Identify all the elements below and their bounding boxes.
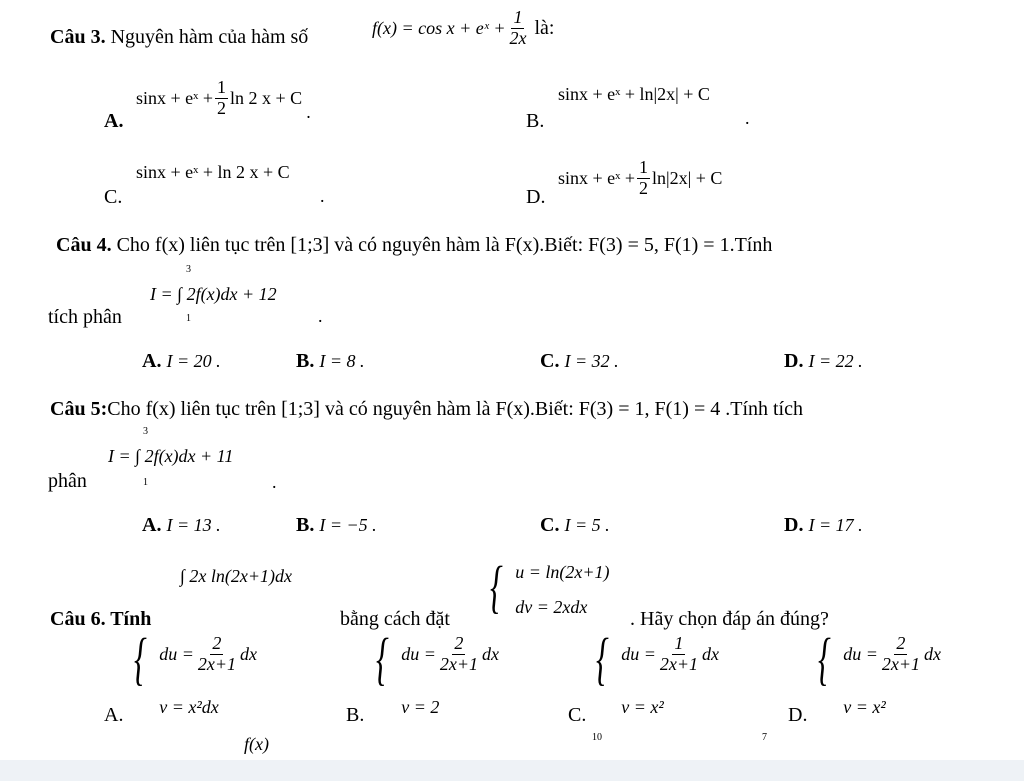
q5-a-val: I = 13 . xyxy=(166,515,221,535)
q6-sub-u: u = ln(2x+1) xyxy=(515,562,610,582)
q3-c-label: C. xyxy=(104,186,123,208)
q6-a-den: 2x+1 xyxy=(197,653,236,674)
q4-upper-limit: 3 xyxy=(186,264,191,275)
q4-d-label: D. xyxy=(784,350,804,372)
q3-a-expr xyxy=(136,77,311,122)
q3-a-post: ln 2 x + C xyxy=(230,87,303,108)
q3-function xyxy=(372,8,554,49)
q6-sub-dv: dv = 2xdx xyxy=(515,597,588,617)
q4-option-a xyxy=(142,350,221,373)
q3-d-pre: sinx + eˣ + xyxy=(558,167,636,188)
q6-integral: ∫ 2x ln(2x+1)dx xyxy=(180,566,293,586)
q6-mid: bằng cách đặt xyxy=(340,608,450,630)
q5-dot: . xyxy=(272,472,277,492)
q3-d-num: 1 xyxy=(639,157,649,177)
q4-b-val: I = 8 . xyxy=(319,351,365,371)
q3-prompt: Nguyên hàm của hàm số xyxy=(110,26,309,48)
q6-d-du: du = xyxy=(843,643,878,664)
q4-text2: tích phân xyxy=(48,306,122,328)
q6-d-num: 2 xyxy=(896,633,906,653)
q6-b-den: 2x+1 xyxy=(439,653,478,674)
q3-d-den: 2 xyxy=(639,177,649,198)
bottom-bar xyxy=(0,760,1024,781)
q4-lower-limit: 1 xyxy=(186,313,191,324)
q4-label: Câu 4. xyxy=(56,234,112,256)
q5-a-label: A. xyxy=(142,514,162,536)
q5-upper-limit: 3 xyxy=(143,426,148,437)
q6-b-dx: dx xyxy=(482,643,499,664)
q3-a-fraction xyxy=(215,78,228,119)
q4-b-label: B. xyxy=(296,350,315,372)
q3-b-expr: sinx + eˣ + ln|2x| + C xyxy=(558,84,710,104)
q3-d-fraction xyxy=(637,158,650,199)
q4-dot: . xyxy=(318,306,323,326)
q6-label: Câu 6. Tính xyxy=(50,608,152,630)
q3-func-text: f(x) = cos x + eˣ + xyxy=(372,17,506,38)
q5-option-c xyxy=(540,514,610,537)
q6-a-du: du = xyxy=(159,643,194,664)
q3-d-label: D. xyxy=(526,186,546,208)
q5-c-label: C. xyxy=(540,514,560,536)
q6-a-dx: dx xyxy=(240,643,257,664)
q5-stem xyxy=(50,398,803,421)
q6-b-v: v = 2 xyxy=(401,697,440,717)
q6-b-num: 2 xyxy=(454,633,464,653)
q3-stem xyxy=(50,26,308,49)
q3-func-num: 1 xyxy=(513,7,523,27)
q6-substitution xyxy=(490,554,610,619)
q6-c-dx: dx xyxy=(702,643,719,664)
q4-text1: Cho f(x) liên tục trên [1;3] và có nguyên hàm là F(x).Biết: F(3) = 5, F(1) = 1.Tính xyxy=(116,234,773,256)
q6-a-num: 2 xyxy=(212,633,222,653)
q3-a-num: 1 xyxy=(217,77,227,97)
q5-label: Câu 5: xyxy=(50,398,108,420)
q3-func-fraction xyxy=(507,8,528,49)
q4-option-c xyxy=(540,350,619,373)
q6-b-label: B. xyxy=(346,704,365,726)
q6-d-dx: dx xyxy=(924,643,941,664)
q5-c-val: I = 5 . xyxy=(564,515,610,535)
q5-text2: phân xyxy=(48,470,87,492)
q4-a-val: I = 20 . xyxy=(166,351,221,371)
q3-c-expr: sinx + eˣ + ln 2 x + C xyxy=(136,162,290,182)
q5-option-a xyxy=(142,514,221,537)
q4-d-val: I = 22 . xyxy=(808,351,863,371)
q5-option-d xyxy=(784,514,863,537)
q3-suffix: là: xyxy=(534,16,555,39)
q3-func-den: 2x xyxy=(509,27,527,48)
q6-option-c xyxy=(596,626,719,718)
q3-d-expr xyxy=(558,158,722,199)
q6-a-fraction xyxy=(196,634,238,675)
q4-option-d xyxy=(784,350,863,373)
q6-d-den: 2x+1 xyxy=(881,653,920,674)
q3-b-label: B. xyxy=(526,110,545,132)
q6-b-fraction xyxy=(438,634,480,675)
q3-a-pre: sinx + eˣ + xyxy=(136,87,214,108)
q6-c-label: C. xyxy=(568,704,587,726)
brace-icon: { xyxy=(596,626,609,691)
next-question-fx: f(x) xyxy=(244,734,269,754)
q6-option-a xyxy=(134,626,257,718)
q6-c-v: v = x² xyxy=(621,697,664,717)
q3-d-post: ln|2x| + C xyxy=(652,167,723,188)
q5-text1: Cho f(x) liên tục trên [1;3] và có nguyên hàm là F(x).Biết: F(3) = 1, F(1) = 4 .Tính tích xyxy=(107,398,803,420)
q5-b-val: I = −5 . xyxy=(319,515,377,535)
q6-d-label: D. xyxy=(788,704,808,726)
q6-d-fraction xyxy=(880,634,922,675)
q6-c-fraction xyxy=(658,634,700,675)
q3-a-den: 2 xyxy=(217,97,227,118)
q6-a-v: v = x²dx xyxy=(159,697,219,717)
brace-icon: { xyxy=(490,554,503,619)
q3-b-dot: . xyxy=(745,108,750,128)
q6-b-du: du = xyxy=(401,643,436,664)
q4-c-label: C. xyxy=(540,350,560,372)
q4-c-val: I = 32 . xyxy=(564,351,619,371)
q6-d-v: v = x² xyxy=(843,697,886,717)
brace-icon: { xyxy=(134,626,147,691)
next-question-limit-1: 10 xyxy=(592,732,602,743)
next-question-limit-2: 7 xyxy=(762,732,767,743)
q4-option-b xyxy=(296,350,364,373)
q5-option-b xyxy=(296,514,377,537)
brace-icon: { xyxy=(818,626,831,691)
q3-label: Câu 3. xyxy=(50,26,106,48)
q6-tail: . Hãy chọn đáp án đúng? xyxy=(630,608,829,630)
q4-a-label: A. xyxy=(142,350,162,372)
q5-integral: I = ∫ 2f(x)dx + 11 xyxy=(108,446,234,466)
q3-c-dot: . xyxy=(320,186,325,206)
q4-stem xyxy=(56,234,772,257)
q5-d-val: I = 17 . xyxy=(808,515,863,535)
q6-option-b xyxy=(376,626,499,718)
q6-c-du: du = xyxy=(621,643,656,664)
q4-integral: I = ∫ 2f(x)dx + 12 xyxy=(150,284,277,304)
q6-c-den: 2x+1 xyxy=(659,653,698,674)
q3-a-dot: . xyxy=(306,101,311,122)
q5-b-label: B. xyxy=(296,514,315,536)
q5-d-label: D. xyxy=(784,514,804,536)
q5-lower-limit: 1 xyxy=(143,477,148,488)
q6-a-label: A. xyxy=(104,704,124,726)
q3-a-label: A. xyxy=(104,110,124,132)
q6-c-num: 1 xyxy=(674,633,684,653)
brace-icon: { xyxy=(376,626,389,691)
q6-option-d xyxy=(818,626,941,718)
